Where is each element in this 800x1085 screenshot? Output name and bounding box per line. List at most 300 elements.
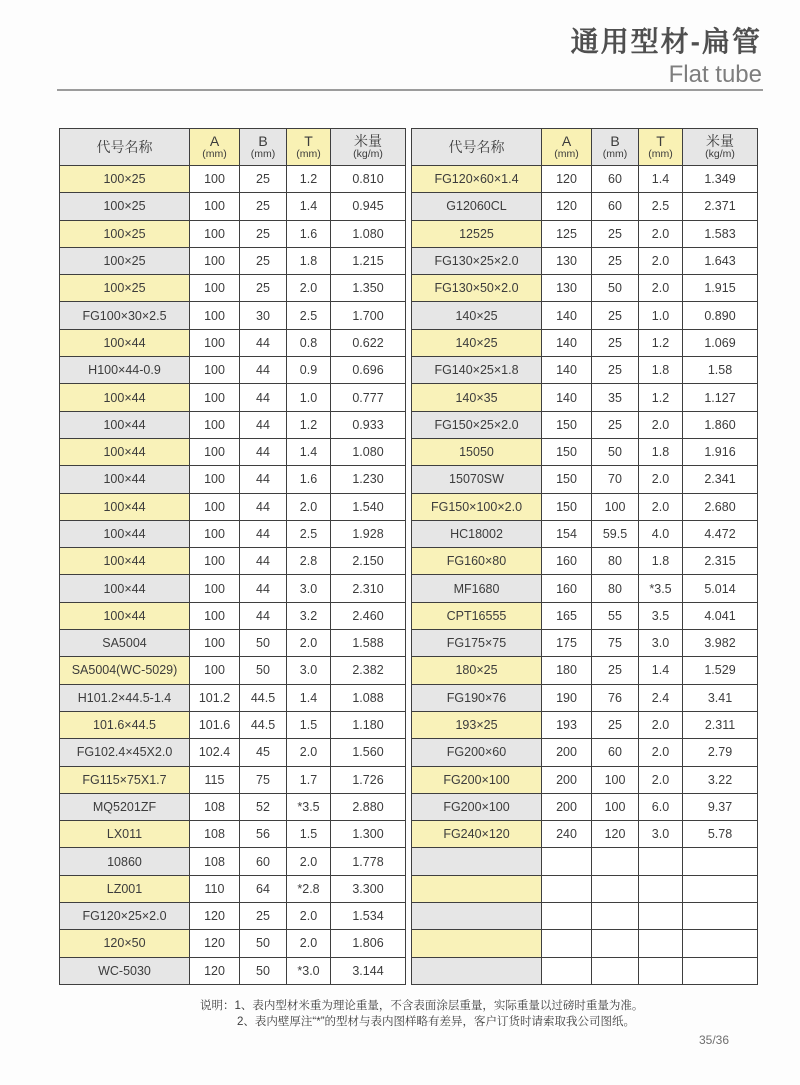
cell-value [592,848,639,875]
table-row [412,575,758,602]
cell-value: 100 [190,602,240,629]
cell-value [683,903,758,930]
cell-value [592,875,639,902]
cell-value: 110 [190,875,240,902]
cell-value: 55 [592,602,639,629]
cell-value: 1.700 [331,302,406,329]
cell-value: 140 [542,302,592,329]
page-title: 通用型材-扁管 [570,26,762,57]
cell-value: 1.916 [683,438,758,465]
cell-code-name: 100×44 [60,493,190,520]
cell-value: 44 [240,466,287,493]
table-row [412,193,758,220]
table-row [412,548,758,575]
cell-value: 45 [240,739,287,766]
table-row [412,411,758,438]
cell-value: 1.8 [639,438,683,465]
cell-code-name: FG120×60×1.4 [412,166,542,193]
cell-value [592,957,639,984]
table-row [412,384,758,411]
cell-code-name: FG190×76 [412,684,542,711]
cell-value: 100 [190,520,240,547]
cell-value: 3.144 [331,957,406,984]
table-row [60,302,406,329]
cell-code-name: G12060CL [412,193,542,220]
cell-value: 2.0 [639,711,683,738]
cell-value: 2.0 [287,275,331,302]
table-row [60,657,406,684]
cell-code-name: 100×44 [60,411,190,438]
cell-value: 2.0 [639,466,683,493]
cell-value: 2.371 [683,193,758,220]
cell-code-name: 140×25 [412,302,542,329]
cell-value: 0.696 [331,357,406,384]
cell-code-name: FG100×30×2.5 [60,302,190,329]
cell-value: 100 [592,493,639,520]
table-row [412,602,758,629]
cell-value: 2.0 [639,739,683,766]
cell-value: 200 [542,766,592,793]
table-row [60,903,406,930]
cell-value: 180 [542,657,592,684]
table-row [60,575,406,602]
cell-value: 2.5 [287,520,331,547]
cell-value: 2.460 [331,602,406,629]
cell-code-name: FG200×100 [412,793,542,820]
cell-value: 25 [592,711,639,738]
cell-value: *3.5 [639,575,683,602]
cell-value: 1.350 [331,275,406,302]
cell-code-name: 12525 [412,220,542,247]
cell-value: 100 [190,548,240,575]
cell-value: 60 [592,193,639,220]
cell-code-name: FG130×25×2.0 [412,247,542,274]
cell-value: 50 [592,438,639,465]
cell-value: 2.5 [287,302,331,329]
table-row [412,520,758,547]
cell-code-name [412,903,542,930]
cell-value: 44 [240,548,287,575]
cell-value [639,903,683,930]
cell-value [542,903,592,930]
table-row [412,438,758,465]
cell-code-name: 15070SW [412,466,542,493]
cell-value: 25 [592,302,639,329]
table-row [60,548,406,575]
table-header-row [60,129,406,166]
cell-code-name: HC18002 [412,520,542,547]
header-divider [57,89,763,91]
cell-value: 1.643 [683,247,758,274]
cell-value: 1.8 [639,357,683,384]
cell-value: 1.540 [331,493,406,520]
cell-value: 200 [542,739,592,766]
cell-value: 100 [190,411,240,438]
table-row [412,630,758,657]
table-row [412,930,758,957]
cell-value: 100 [190,275,240,302]
cell-value [639,957,683,984]
cell-value: 1.534 [331,903,406,930]
page-subtitle: Flat tube [668,61,762,88]
cell-value: 2.0 [639,411,683,438]
cell-value: 50 [240,657,287,684]
cell-value: 150 [542,411,592,438]
cell-value: 76 [592,684,639,711]
cell-value: 154 [542,520,592,547]
cell-value: 150 [542,493,592,520]
table-row [60,957,406,984]
table-row [60,384,406,411]
cell-value: 1.5 [287,711,331,738]
table-row [60,411,406,438]
cell-value: 75 [592,630,639,657]
cell-value: 1.6 [287,220,331,247]
cell-value [683,957,758,984]
cell-value: 4.472 [683,520,758,547]
flat-tube-table-left [59,128,406,985]
cell-value: 140 [542,329,592,356]
cell-value: 1.2 [639,384,683,411]
cell-value [639,930,683,957]
cell-value: 2.0 [287,739,331,766]
flat-tube-table-right [411,128,758,985]
cell-value: 101.6 [190,711,240,738]
table-row [60,711,406,738]
cell-value: 64 [240,875,287,902]
cell-value: 200 [542,793,592,820]
cell-code-name: FG130×50×2.0 [412,275,542,302]
cell-value: 2.0 [639,275,683,302]
cell-value: 108 [190,793,240,820]
cell-value: 44.5 [240,711,287,738]
cell-value: 1.080 [331,220,406,247]
cell-value: 1.127 [683,384,758,411]
footnote-line-1 [200,998,643,1014]
cell-value: 2.311 [683,711,758,738]
table-row [60,166,406,193]
cell-value: 0.9 [287,357,331,384]
cell-value: 3.2 [287,602,331,629]
cell-value: 25 [592,247,639,274]
cell-code-name: MF1680 [412,575,542,602]
cell-code-name: FG160×80 [412,548,542,575]
cell-value: 2.0 [287,493,331,520]
cell-code-name: FG240×120 [412,821,542,848]
cell-value: 2.5 [639,193,683,220]
cell-value: 25 [592,657,639,684]
cell-value: 59.5 [592,520,639,547]
cell-code-name: H100×44-0.9 [60,357,190,384]
cell-value: 1.58 [683,357,758,384]
table-row [60,930,406,957]
cell-value: 120 [542,193,592,220]
cell-value: 25 [592,357,639,384]
cell-value [542,957,592,984]
cell-value: 193 [542,711,592,738]
table-row [60,329,406,356]
cell-value: 150 [542,438,592,465]
cell-value: 175 [542,630,592,657]
cell-value: 165 [542,602,592,629]
cell-value: 100 [190,466,240,493]
cell-code-name: FG102.4×45X2.0 [60,739,190,766]
cell-value: 2.0 [287,848,331,875]
footnote-line-2 [200,1014,643,1030]
table-row [60,438,406,465]
cell-code-name: H101.2×44.5-1.4 [60,684,190,711]
cell-value: 44 [240,575,287,602]
cell-code-name: SA5004 [60,630,190,657]
cell-value [683,875,758,902]
cell-value: 44 [240,438,287,465]
footnote-text-2: 2、表内壁厚注“*”的型材与表内图样略有差异，客户订货时请索取我公司图纸。 [237,1016,636,1028]
cell-value: 2.880 [331,793,406,820]
cell-code-name: FG200×60 [412,739,542,766]
footnote-label: 说明： [200,1000,235,1012]
cell-value: 140 [542,357,592,384]
cell-value: 4.0 [639,520,683,547]
cell-value: 2.0 [639,493,683,520]
cell-value: 1.778 [331,848,406,875]
cell-value: 5.014 [683,575,758,602]
cell-value: 52 [240,793,287,820]
cell-value: 44 [240,357,287,384]
cell-value: 25 [592,220,639,247]
table-row [412,739,758,766]
cell-code-name: 100×44 [60,438,190,465]
cell-value: 2.8 [287,548,331,575]
cell-value: 100 [592,766,639,793]
cell-value: 108 [190,821,240,848]
cell-code-name: CPT16555 [412,602,542,629]
table-row [412,903,758,930]
table-row [412,357,758,384]
cell-value: 1.8 [639,548,683,575]
table-row [412,848,758,875]
footnote-text-1: 1、表内型材米重为理论重量，不含表面涂层重量，实际重量以过磅时重量为准。 [234,1000,644,1012]
cell-value: 2.79 [683,739,758,766]
cell-value: 25 [240,903,287,930]
cell-code-name: 100×25 [60,275,190,302]
table-row [412,684,758,711]
cell-value: 60 [592,739,639,766]
cell-value: *3.5 [287,793,331,820]
cell-value: 35 [592,384,639,411]
cell-code-name [412,875,542,902]
cell-value: 100 [190,630,240,657]
table-row [412,166,758,193]
cell-value: 3.22 [683,766,758,793]
table-row [412,657,758,684]
cell-code-name: WC-5030 [60,957,190,984]
table-row [412,766,758,793]
cell-value: 50 [240,930,287,957]
cell-value: 1.4 [639,657,683,684]
cell-value: 0.933 [331,411,406,438]
cell-value: 25 [240,166,287,193]
table-row [60,275,406,302]
table-row [60,193,406,220]
footnotes [200,998,643,1030]
cell-value: 120 [190,903,240,930]
cell-code-name [412,930,542,957]
cell-value: *3.0 [287,957,331,984]
column-header-a: A (mm) [190,129,240,166]
cell-code-name: FG200×100 [412,766,542,793]
table-row [412,302,758,329]
column-header-meter-weight: 米量 (kg/m) [683,129,758,166]
column-header-name: 代号名称 [60,129,190,166]
cell-value: 100 [190,438,240,465]
cell-value: 1.560 [331,739,406,766]
table-row [60,493,406,520]
cell-value: 1.726 [331,766,406,793]
cell-value: 0.777 [331,384,406,411]
cell-value: 25 [240,275,287,302]
cell-code-name: 100×25 [60,247,190,274]
cell-value: 240 [542,821,592,848]
cell-value: 2.4 [639,684,683,711]
column-header-t: T (mm) [639,129,683,166]
cell-value: 3.300 [331,875,406,902]
cell-value: 100 [190,329,240,356]
cell-value: 2.680 [683,493,758,520]
cell-value: 160 [542,548,592,575]
cell-code-name: 100×44 [60,384,190,411]
cell-value: 3.0 [639,630,683,657]
cell-code-name: 100×44 [60,548,190,575]
column-header-b: B (mm) [592,129,639,166]
cell-code-name: FG150×100×2.0 [412,493,542,520]
cell-code-name: 10860 [60,848,190,875]
cell-value: 1.529 [683,657,758,684]
cell-code-name: 100×44 [60,575,190,602]
cell-value: 3.41 [683,684,758,711]
cell-value: 1.928 [331,520,406,547]
table-row [412,247,758,274]
cell-value: 125 [542,220,592,247]
cell-value: 1.215 [331,247,406,274]
cell-value: 100 [190,493,240,520]
column-header-name: 代号名称 [412,129,542,166]
cell-value: 0.622 [331,329,406,356]
cell-code-name: 100×25 [60,220,190,247]
cell-value: 50 [240,957,287,984]
cell-value [542,848,592,875]
cell-value: 1.4 [287,684,331,711]
cell-value: 5.78 [683,821,758,848]
table-row [60,630,406,657]
table-row [412,220,758,247]
cell-value: 2.315 [683,548,758,575]
table-row [60,466,406,493]
cell-code-name: 100×25 [60,193,190,220]
cell-value [592,930,639,957]
cell-code-name: SA5004(WC-5029) [60,657,190,684]
cell-value: 2.0 [639,220,683,247]
cell-value: 1.7 [287,766,331,793]
cell-value: 70 [592,466,639,493]
cell-value [639,875,683,902]
cell-code-name: LZ001 [60,875,190,902]
cell-value: 1.4 [639,166,683,193]
table-row [412,711,758,738]
column-header-meter-weight: 米量 (kg/m) [331,129,406,166]
cell-value: 130 [542,247,592,274]
cell-value: 130 [542,275,592,302]
cell-code-name: FG150×25×2.0 [412,411,542,438]
cell-value: 9.37 [683,793,758,820]
cell-value: 2.0 [287,903,331,930]
cell-value: 50 [592,275,639,302]
cell-value: 0.890 [683,302,758,329]
cell-code-name: 140×25 [412,329,542,356]
cell-value: 2.310 [331,575,406,602]
cell-value: 25 [592,411,639,438]
cell-value: 0.8 [287,329,331,356]
cell-code-name: FG175×75 [412,630,542,657]
cell-value: 140 [542,384,592,411]
table-row [60,220,406,247]
column-header-a: A (mm) [542,129,592,166]
table-row [60,875,406,902]
table-row [412,957,758,984]
cell-value: 1.806 [331,930,406,957]
cell-value: 2.0 [287,630,331,657]
cell-code-name: 140×35 [412,384,542,411]
cell-value: 120 [542,166,592,193]
cell-value: 1.349 [683,166,758,193]
cell-value [542,930,592,957]
cell-value [683,848,758,875]
cell-value: 2.0 [639,247,683,274]
cell-value: 100 [190,384,240,411]
cell-value: 75 [240,766,287,793]
cell-value: 2.382 [331,657,406,684]
cell-value: 1.0 [639,302,683,329]
cell-value: 25 [592,329,639,356]
cell-value: 44 [240,520,287,547]
cell-value: 6.0 [639,793,683,820]
cell-value: 100 [190,220,240,247]
cell-code-name: 101.6×44.5 [60,711,190,738]
cell-code-name: FG115×75X1.7 [60,766,190,793]
cell-value: 1.4 [287,193,331,220]
cell-value: 2.0 [639,766,683,793]
cell-value: 0.945 [331,193,406,220]
cell-value: 1.588 [331,630,406,657]
cell-code-name: 193×25 [412,711,542,738]
table-row [60,247,406,274]
cell-code-name: 100×44 [60,329,190,356]
cell-value: 80 [592,548,639,575]
cell-code-name: 100×44 [60,520,190,547]
cell-value: 1.5 [287,821,331,848]
cell-value: 1.088 [331,684,406,711]
cell-value: 2.341 [683,466,758,493]
cell-code-name: 100×44 [60,466,190,493]
cell-value: 0.810 [331,166,406,193]
cell-value: 120 [190,930,240,957]
cell-value: 25 [240,247,287,274]
cell-value: 1.6 [287,466,331,493]
cell-value: 100 [190,166,240,193]
cell-code-name: LX011 [60,821,190,848]
cell-value: 1.180 [331,711,406,738]
table-row [60,739,406,766]
cell-code-name: 100×44 [60,602,190,629]
